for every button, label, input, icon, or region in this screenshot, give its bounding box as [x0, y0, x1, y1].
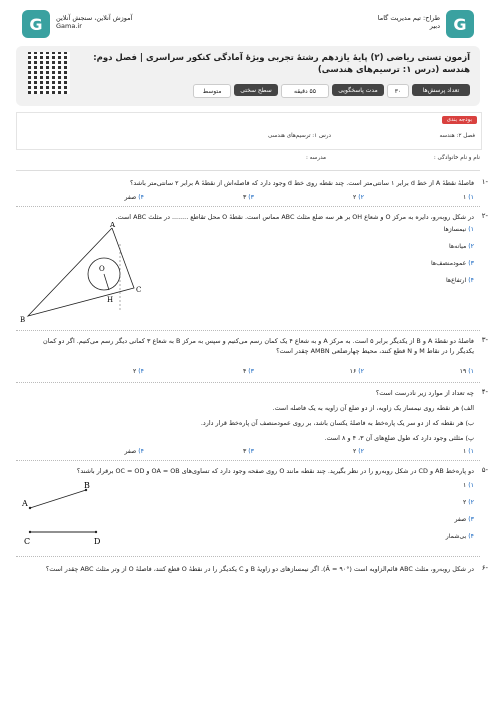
difficulty-label: سطح سختی [234, 84, 278, 96]
designer-line: طراح: تیم مدیریت گاما [377, 14, 440, 22]
q2-number: ۲- [481, 212, 488, 220]
q1-option-4[interactable]: ۴) صفر [124, 194, 144, 201]
fig2-label-b: B [84, 481, 90, 490]
q3-options [34, 368, 474, 375]
fig1-label-b: B [20, 316, 26, 324]
q4-item-b: ب) هر نقطه که از دو سر یک پاره‌خط به فاصلهٔ یکسان باشد، بر روی عمودمنصف آن پاره‌خط قرار دارد. [200, 419, 474, 427]
q4-number: ۴- [481, 388, 488, 396]
name-label: نام و نام خانوادگی : [433, 155, 480, 161]
q2-options [274, 226, 474, 294]
fig1-label-a: A [110, 222, 116, 229]
q1-text: فاصلهٔ نقطهٔ A از خط d برابر ۱ سانتی‌متر است. چند نقطه روی خط d وجود دارد که فاصله‌اش از نقطهٔ A برابر ۲ سانتی‌متر باشد؟ [130, 179, 474, 187]
q2-option-4[interactable]: ۴) ارتفاع‌ها [445, 277, 474, 284]
fig2-label-d: D [94, 537, 101, 546]
lesson-text: درس ۱: ترسیم‌های هندسی [268, 133, 331, 139]
q2-option-2[interactable]: ۲) میانه‌ها [449, 243, 474, 250]
segments-figure [16, 480, 116, 548]
q3-number: ۳- [481, 336, 488, 344]
q5-text: دو پاره‌خط AB و CD در شکل روبه‌رو را در نظر بگیرید. چند نقطه مانند O روی صفحه وجود دارد که تساوی‌های OA = OB و OC = OD برقرار باشند؟ [76, 467, 474, 475]
chapter-text: فصل ۲: هندسه [439, 133, 475, 139]
teacher-line: دبیر [429, 22, 440, 30]
q1-number: ۱- [481, 178, 488, 186]
q2-option-1[interactable]: ۱) نیمسازها [443, 226, 474, 233]
q4-text: چه تعداد از موارد زیر نادرست است؟ [375, 389, 474, 397]
incircle-triangle-figure [14, 222, 154, 326]
duration-value: ۵۵ دقیقه [281, 84, 329, 98]
q4-option-3[interactable]: ۳) ۳ [242, 448, 254, 455]
q3-separator [16, 382, 480, 383]
header-left-text [56, 14, 166, 30]
q1-option-1[interactable]: ۱) ۱ [462, 194, 474, 201]
q4-option-4[interactable]: ۴) صفر [124, 448, 144, 455]
q1-option-3[interactable]: ۳) ۳ [242, 194, 254, 201]
q4-separator [16, 460, 480, 461]
question-count-value: ۳۰ [387, 84, 409, 98]
fig2-label-a: A [22, 499, 28, 508]
q4-option-2[interactable]: ۲) ۲ [352, 448, 364, 455]
site-url: Gama.ir [56, 22, 82, 30]
exam-title: آزمون تستی ریاضی (۲) پایهٔ یازدهم رشتهٔ تجربی ویژهٔ آمادگی کنکور سراسری | فصل دوم: هندسه (درس ۱: ترسیم‌های هندسی) [93, 53, 470, 75]
question-count-label: تعداد پرسش‌ها [412, 84, 470, 96]
q3-option-1[interactable]: ۱) ۱۹ [459, 368, 474, 375]
q1-separator [16, 206, 480, 207]
q3-text: فاصلهٔ دو نقطهٔ A و B از یکدیگر برابر ۵ است. به مرکز A و به شعاع ۴ یک کمان رسم می‌کنیم و سپس به مرکز B به شعاع ۳ کمانی دیگر رسم می‌کنیم. اگر دو کمان یکدیگر را در نقاط M و N قطع کنند، محیط چهارضلعی AMBN چقدر است؟ [43, 337, 474, 355]
q4-option-1[interactable]: ۱) ۱ [462, 448, 474, 455]
gama-logo-left: G [22, 10, 50, 38]
q5-option-2[interactable]: ۲) ۲ [462, 499, 474, 506]
q4-item-a: الف) هر نقطه روی نیمساز یک زاویه، از دو ضلع آن زاویه به یک فاصله است. [272, 404, 474, 412]
q5-options [274, 482, 474, 550]
fig1-label-h: H [107, 296, 114, 304]
q1-option-2[interactable]: ۲) ۲ [352, 194, 364, 201]
q5-option-1[interactable]: ۱) ۱ [462, 482, 474, 489]
budget-box [16, 112, 482, 150]
gama-logo-right: G [446, 10, 474, 38]
fig1-label-o: O [99, 265, 105, 273]
q3-option-4[interactable]: ۴) ۲ [132, 368, 144, 375]
q2-option-3[interactable]: ۳) عمودمنصف‌ها [430, 260, 474, 267]
q5-option-4[interactable]: ۴) بی‌شمار [445, 533, 474, 540]
budget-badge: بودجه بندی [442, 116, 477, 124]
q6-text: در شکل روبه‌رو، مثلث ABC قائم‌الزاویه است (Â = ۹۰°). اگر نیمسازهای دو زاویهٔ B و C یکدیگر را در نقطهٔ O قطع کنند، فاصلهٔ O از وتر مثلث ABC چقدر است؟ [45, 565, 474, 573]
q1-options [34, 194, 474, 201]
fig2-label-c: C [24, 537, 31, 546]
fig1-label-c: C [136, 286, 142, 294]
divider [16, 170, 480, 171]
q3-option-2[interactable]: ۲) ۱۶ [349, 368, 364, 375]
tagline: آموزش آنلاین، سنجش آنلاین [56, 14, 133, 22]
q5-option-3[interactable]: ۳) صفر [454, 516, 474, 523]
q4-options [34, 448, 474, 455]
q4-item-c: پ) مثلثی وجود دارد که طول ضلع‌های آن ۳، ۴ و ۸ است. [324, 434, 474, 442]
q3-option-3[interactable]: ۳) ۴ [242, 368, 254, 375]
exam-info-panel [16, 46, 480, 106]
difficulty-value: متوسط [193, 84, 231, 98]
q5-separator [16, 556, 480, 557]
school-label: مدرسه : [306, 155, 326, 161]
q2-text: در شکل روبه‌رو، دایره به مرکز O و شعاع OH بر هر سه ضلع مثلث ABC مماس است. نقطهٔ O محل تقاطع ........ در مثلث ABC است. [115, 213, 474, 221]
header-right-text [320, 14, 440, 30]
q6-number: ۶- [481, 564, 488, 572]
q2-separator [16, 330, 480, 331]
exam-pills [128, 84, 470, 98]
duration-label: مدت پاسخگویی [332, 84, 384, 96]
q5-number: ۵- [481, 466, 488, 474]
qr-code [28, 52, 70, 94]
